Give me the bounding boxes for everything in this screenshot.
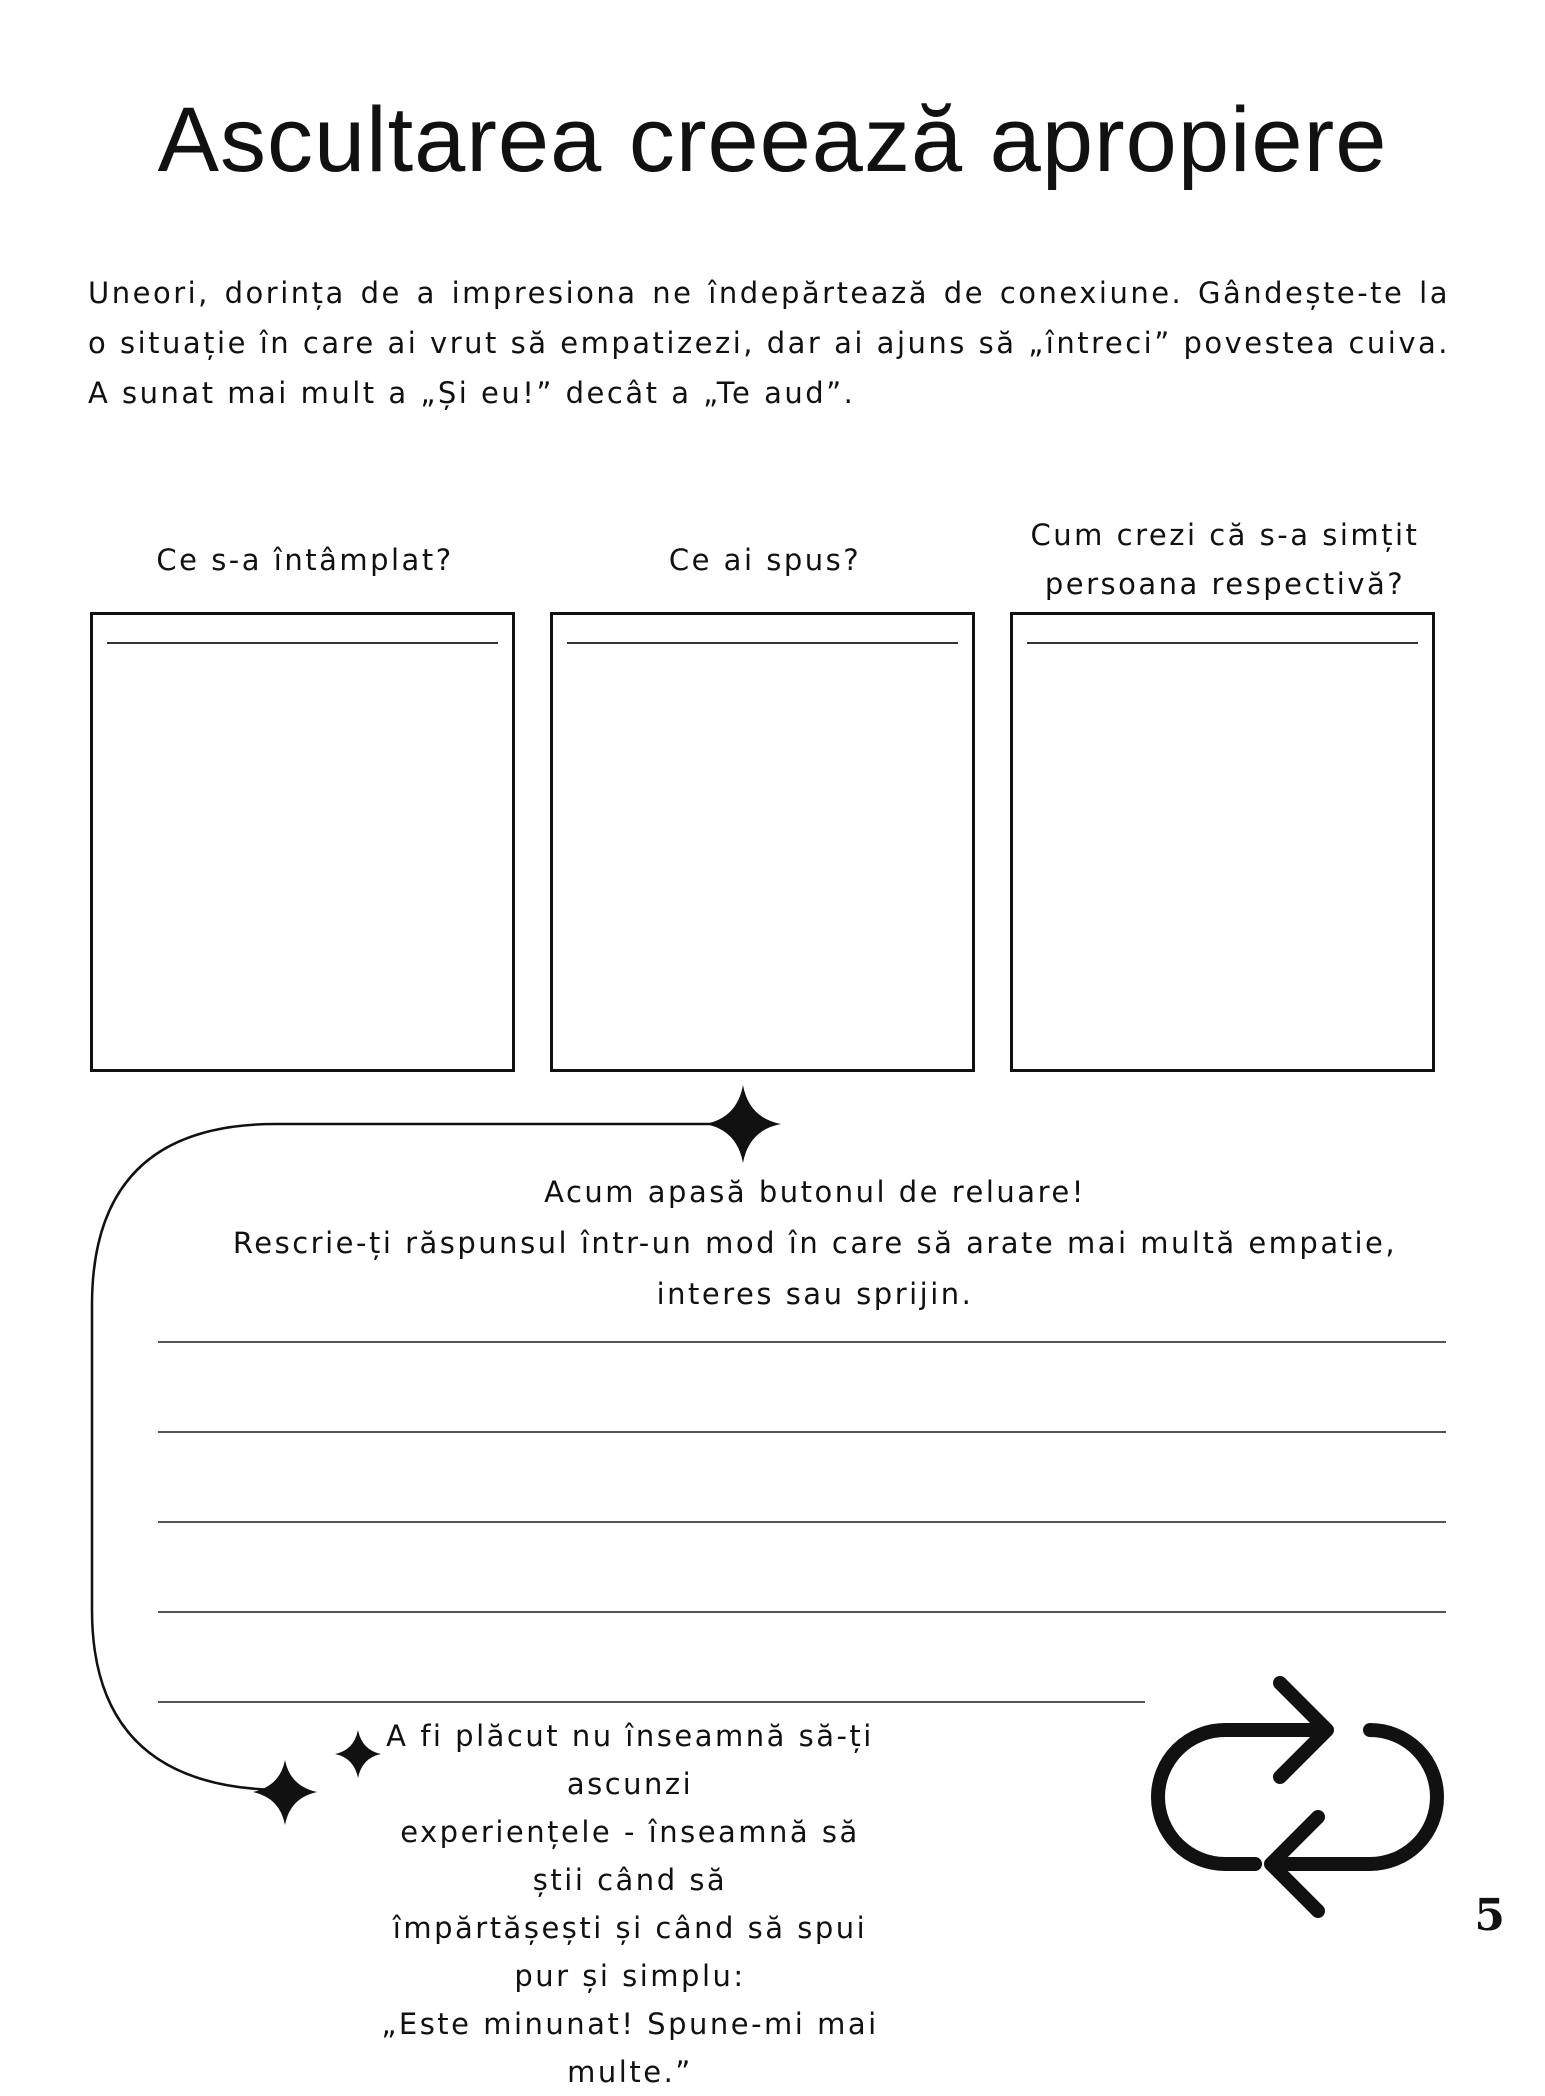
replay-loop-icon: [1158, 1683, 1437, 1911]
replay-instructions: [180, 1167, 1450, 1320]
sparkle-icon: [705, 1085, 781, 1163]
sparkle-icon: [253, 1760, 317, 1825]
writing-line[interactable]: [158, 1521, 1446, 1523]
page-title: Ascultarea creează apropiere: [157, 89, 1388, 191]
writing-line[interactable]: [158, 1341, 1446, 1343]
writing-line[interactable]: [158, 1431, 1446, 1433]
writing-line[interactable]: [158, 1701, 1145, 1703]
sparkle-icon: [335, 1730, 381, 1778]
intro-paragraph: Uneori, dorința de a impresiona ne îndepărtează de conexiune. Gândește-te la o situație în care ai vrut să empatizezi, dar ai ajuns să „întreci” povestea cuiva. A sunat mai mult a „Și eu!” decât a „Te aud”.: [88, 276, 1450, 410]
column-label-how-they-felt: Cum crezi că s-a simțit persoana respectivă?: [1030, 518, 1420, 601]
writing-line[interactable]: [158, 1611, 1446, 1613]
column-label-what-you-said: Ce ai spus?: [668, 542, 862, 577]
replay-heading: Acum apasă butonul de reluare!: [544, 1175, 1086, 1209]
column-label-what-happened: Ce s-a întâmplat?: [156, 542, 454, 577]
replay-description: Rescrie-ți răspunsul într-un mod în care să arate mai multă empatie, interes sau sprijin.: [232, 1226, 1398, 1311]
closing-quote: A fi plăcut nu înseamnă să-ți ascunzi experiențele - înseamnă să știi când să împărtășești și când să spui pur și simplu: „Este minunat! Spune-mi mai multe.”: [381, 1719, 879, 2089]
page-number: 5: [1474, 1890, 1505, 1941]
